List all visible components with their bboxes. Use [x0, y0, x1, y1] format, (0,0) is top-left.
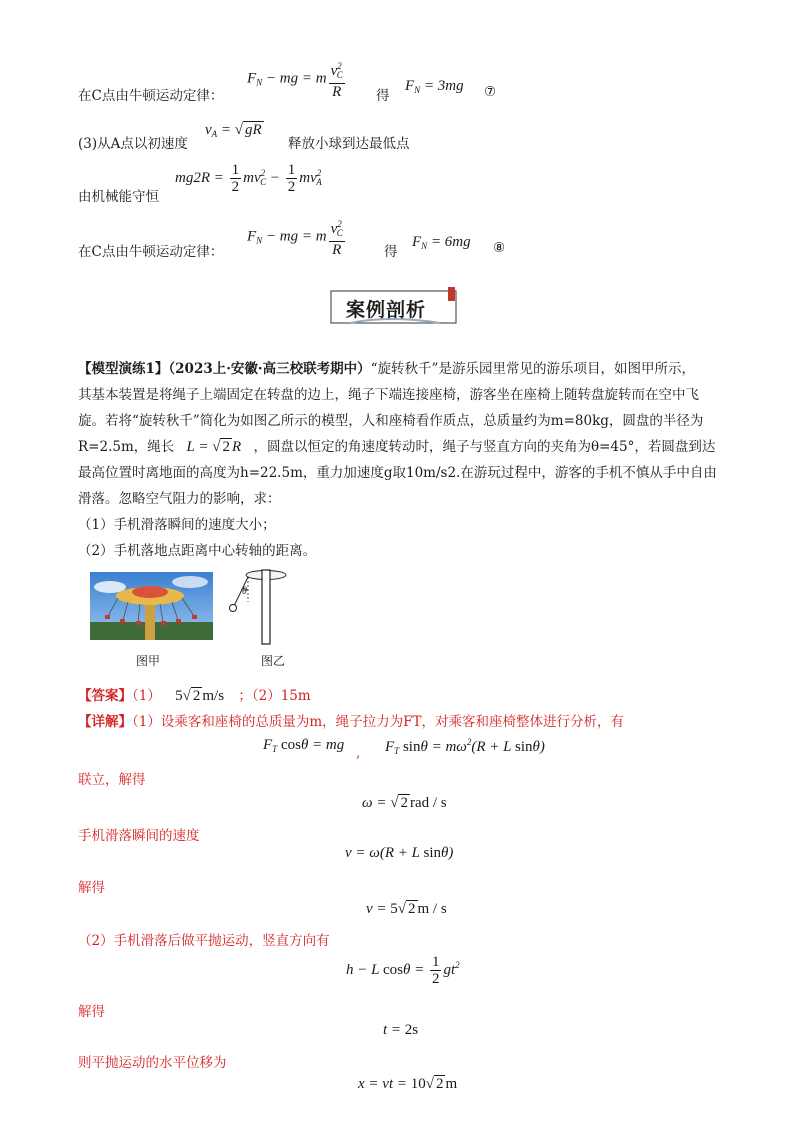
question-2: （2）手机落地点距离中心转轴的距离。: [78, 543, 317, 559]
figure-a-photo: [90, 572, 213, 640]
banner-title: 案例剖析: [346, 299, 427, 321]
result-equation-2: $F_N = 6mg$: [412, 234, 471, 251]
answer-tag: 【答案】: [78, 688, 132, 704]
de-label-2: 得: [384, 244, 398, 260]
problem-tag: 【模型演练1】: [78, 361, 169, 377]
theta-label: θ: [242, 586, 247, 597]
newton-label-2: 在C点由牛顿运动定律：: [78, 244, 224, 260]
solution-step-3: 解得: [78, 880, 105, 896]
problem-line-1: [78, 357, 728, 382]
problem-line-2: 其基本装置是将绳子上端固定在转盘的边上，绳子下端连接座椅，游客坐在座椅上随转盘旋转而在空中飞: [78, 387, 699, 403]
equation-velocity-result: v = 5√ 2 m / s: [366, 901, 447, 917]
figure-a-caption: 图甲: [136, 654, 161, 668]
equation-centripetal: $F_T$ $\sin\theta = m\omega^2(R + L$ sinθ): [385, 737, 545, 756]
case-analysis-banner: [330, 287, 465, 327]
equation-velocity: v = ω(R + L sinθ): [345, 845, 454, 861]
equation-number-8: ⑧: [493, 240, 506, 256]
problem-line-5: 最高位置时离地面的高度为h=22.5m，重力加速度g取10m/s2.在游玩过程中，游客的手机不慎从手中自由: [78, 465, 717, 481]
energy-equation: mg2R = $\frac{1}{2}$ $mv^2_C$ − $\frac{1}{2}$ $mv^2_A$: [175, 162, 322, 195]
answer-part2: ；（2）15m: [238, 688, 311, 704]
equation-time: t = 2s: [383, 1022, 419, 1038]
figure-b-caption: 图乙: [261, 654, 286, 668]
answer-part1-label: （1）: [132, 688, 161, 704]
solution-tag: 【详解】: [78, 714, 132, 730]
answer-line: [78, 684, 728, 709]
initial-velocity-equation: $v_A$ = √ gR: [205, 122, 262, 139]
figure-b-diagram: [228, 566, 288, 646]
equation-vertical-fall: h − L cosθ = $\frac{1}{2}$ $gt^2$: [346, 954, 460, 987]
release-text: 释放小球到达最低点: [288, 136, 410, 152]
newton-equation-1: $F_N$ − mg = m $\frac{v^2_C}{R}$: [247, 58, 347, 100]
de-label-1: 得: [376, 88, 390, 104]
equation-displacement: x = vt = 10√ 2 m: [358, 1076, 458, 1092]
problem-line-6: 滑落。忽略空气阻力的影响，求：: [78, 491, 281, 507]
result-equation-1: $F_N = 3mg$: [405, 78, 464, 95]
problem-text-1: “旋转秋千”是游乐园里常见的游乐项目，如图甲所示，: [370, 361, 695, 377]
solution-step-2: 手机滑落瞬间的速度: [78, 828, 200, 844]
equation-omega: ω = √ 2 rad / s: [362, 795, 447, 811]
problem-text-4a: R=2.5m，绳长: [78, 439, 175, 455]
problem-line-3: 旋。若将“旋转秋千”简化为如图乙所示的模型，人和座椅看作质点，总质量约为m=80kg，圆盘的半径为: [78, 413, 704, 429]
initial-velocity-label: (3)从A点以初速度: [78, 136, 188, 152]
newton-label-1: 在C点由牛顿运动定律：: [78, 88, 224, 104]
solution-step-1: 联立，解得: [78, 772, 146, 788]
newton-equation-2: $F_N$ − mg = m $\frac{v^2_C}{R}$: [247, 216, 347, 258]
equation-comma: ,: [356, 745, 361, 761]
equation-number-7: ⑦: [484, 84, 497, 100]
energy-label: 由机械能守恒: [78, 189, 159, 205]
problem-source: （2023上·安徽·高三校联考期中）: [168, 361, 371, 377]
answer-velocity: 5√ 2 m/s: [175, 688, 225, 704]
equation-vertical-balance: $F_T$ cosθ = mg: [263, 737, 345, 754]
rope-length-equation: L = √ 2 R: [186, 439, 242, 455]
solution-intro: [78, 710, 728, 735]
solution-step-5: 解得: [78, 1004, 105, 1020]
question-1: （1）手机滑落瞬间的速度大小；: [78, 517, 276, 533]
solution-step-4: （2）手机滑落后做平抛运动，竖直方向有: [78, 933, 330, 949]
solution-intro-text: （1）设乘客和座椅的总质量为m，绳子拉力为FT，对乘客和座椅整体进行分析，有: [132, 714, 625, 730]
solution-step-6: 则平抛运动的水平位移为: [78, 1055, 227, 1071]
problem-text-4b: ，圆盘以恒定的角速度转动时，绳子与竖直方向的夹角为θ=45°，若圆盘到达: [253, 439, 716, 455]
problem-line-4: [78, 435, 728, 460]
